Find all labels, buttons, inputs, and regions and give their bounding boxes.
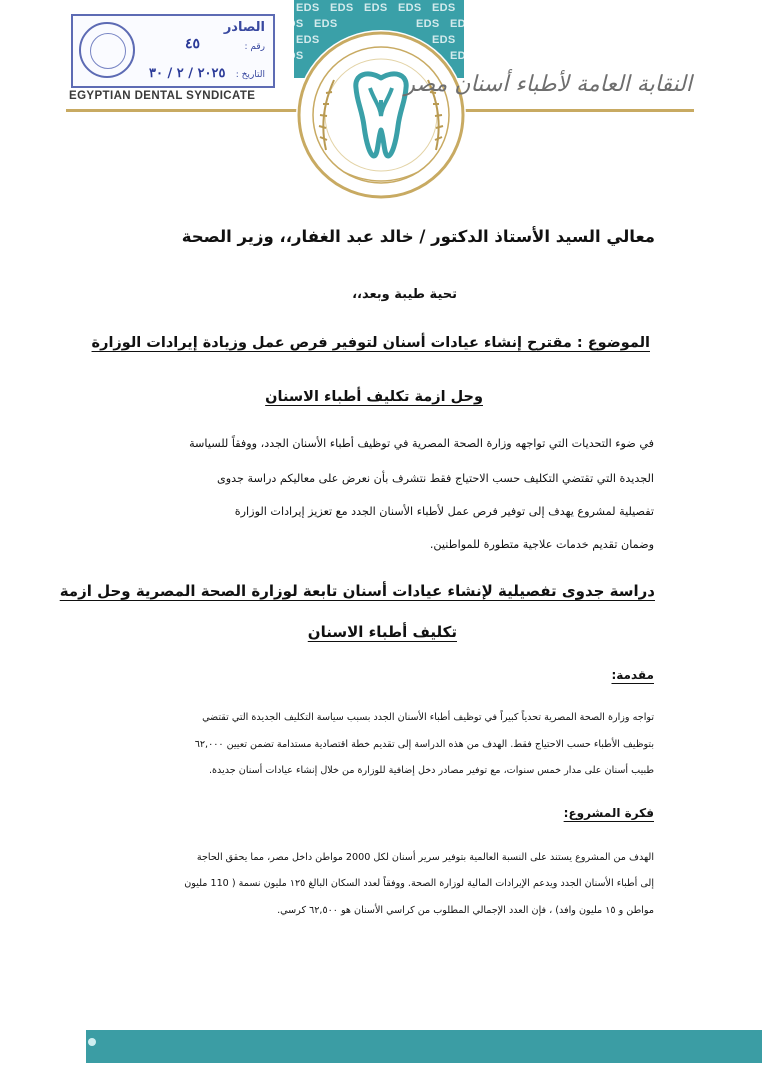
footer-teal-bar: [86, 1030, 762, 1063]
syndicate-logo: [296, 30, 466, 200]
study-title-line-2: تكليف أطباء الاسنان: [307, 623, 457, 641]
stamp-title: الصادر: [223, 20, 265, 35]
stamp-number-value: ٤٥: [185, 36, 201, 52]
paragraph-line: الجديدة التي تقتضي التكليف حسب الاحتياج فقط نتشرف بأن نعرض على معاليكم دراسة جدوى: [216, 472, 654, 485]
idea-line: مواطن و ١٥ مليون وافد) ، فإن العدد الإجمالي المطلوب من كراسي الأسنان هو ٦٢,٥٠٠ كرسي.: [277, 905, 654, 916]
study-title-line-1: دراسة جدوى تفصيلية لإنشاء عيادات أسنان تابعة لوزارة الصحة المصرية وحل ازمة: [59, 582, 655, 600]
idea-line: الهدف من المشروع يستند على النسبة العالمية بتوفير سرير أسنان لكل 2000 مواطن داخل مصر، مما يحقق الحاجة: [196, 852, 654, 863]
idea-line: إلى أطباء الأسنان الجدد ويدعم الإيرادات المالية لوزارة الصحة. ووفقاً لعدد السكان البالغ ١٢٥ مليون نسمة ( 110 مليون: [184, 878, 654, 889]
intro-heading: مقدمة:: [611, 668, 654, 682]
paragraph-line: وضمان تقديم خدمات علاجية متطورة للمواطنين.: [429, 538, 654, 551]
greeting: تحية طيبة وبعد،،: [352, 287, 457, 302]
outgoing-stamp: [71, 14, 275, 88]
footer-dot-icon: [88, 1038, 96, 1046]
stamp-date-label: التاريخ :: [235, 70, 265, 80]
tooth-emblem-icon: [296, 30, 466, 200]
org-name-arabic: النقابة العامة لأطباء أسنان مصر: [404, 72, 692, 97]
project-idea-heading: فكرة المشروع:: [563, 806, 654, 820]
paragraph-line: في ضوء التحديات التي تواجهه وزارة الصحة المصرية في توظيف أطباء الأسنان الجدد، ووفقاً للسياسة: [189, 437, 654, 450]
paragraph-line: تفصيلية لمشروع يهدف إلى توفير فرص عمل لأطباء الأسنان الجدد مع تعزيز إيرادات الوزارة: [234, 505, 654, 518]
addressee: معالي السيد الأستاذ الدكتور / خالد عبد الغفار،، وزير الصحة: [181, 227, 655, 246]
subject-line-1: الموضوع : مقترح إنشاء عيادات أسنان لتوفير فرص عمل وزيادة إيرادات الوزارة: [91, 335, 650, 351]
intro-line: بتوظيف الأطباء حسب الاحتياج فقط. الهدف من هذه الدراسة إلى تقديم خطة اقتصادية مستدامة تضمن تعيين ٦٢,٠٠٠: [194, 739, 654, 750]
intro-line: تواجه وزارة الصحة المصرية تحدياً كبيراً في توظيف أطباء الأسنان الجدد بسبب سياسة التكليف الجديدة التي تقتضي: [202, 712, 654, 723]
subject-line-2: وحل ازمة تكليف أطباء الاسنان: [265, 389, 483, 405]
eds-pattern-banner: EDS EDS EDS EDS EDS EDS EDS EDS EDS EDS EDS EDS EDS: [294, 0, 464, 78]
intro-line: طبيب أسنان على مدار خمس سنوات، مع توفير مصادر دخل إضافية للوزارة من خلال إنشاء عيادات أسنان جديدة.: [208, 765, 654, 776]
stamp-seal-icon: [79, 22, 135, 78]
stamp-date-value: ٢٠٢٥ / ٢ / ٣٠: [149, 66, 226, 81]
org-name-english: EGYPTIAN DENTAL SYNDICATE: [69, 90, 256, 102]
stamp-number-label: رقم :: [244, 42, 265, 52]
